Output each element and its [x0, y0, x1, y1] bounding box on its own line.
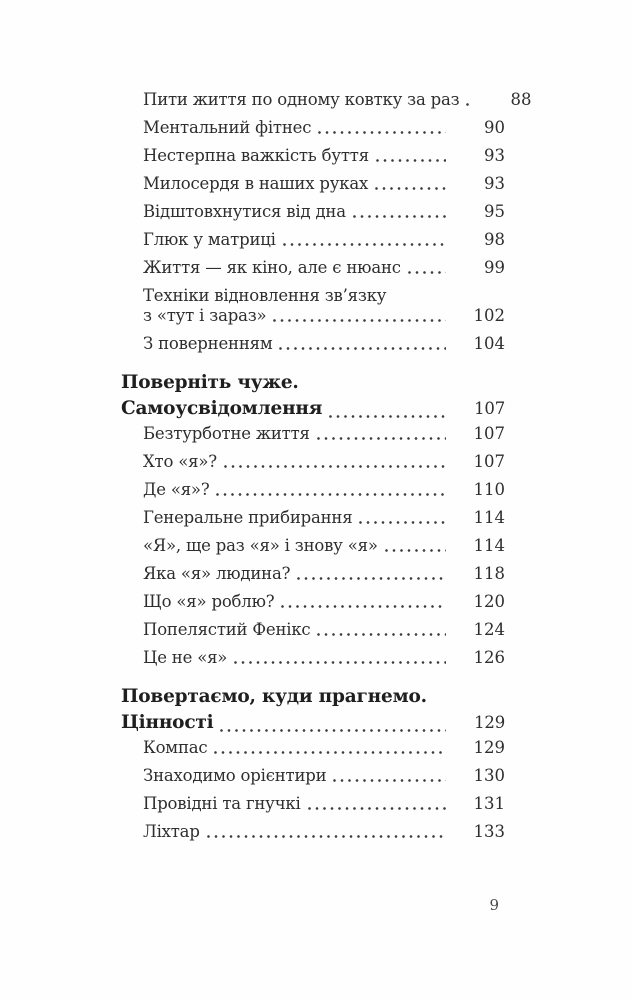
- toc-entry: [121, 766, 505, 786]
- toc-entry-title: Ментальний фітнес: [143, 118, 312, 137]
- section-heading-title: Цінності: [121, 712, 214, 733]
- toc-entry: [121, 258, 505, 278]
- toc-entry-row: [143, 536, 505, 556]
- toc-entry-row: [143, 174, 505, 194]
- toc-entry: [121, 536, 505, 556]
- dotted-leader: [408, 271, 446, 274]
- dotted-leader: [281, 605, 446, 608]
- toc-entry: [121, 334, 505, 354]
- toc-entry: [121, 118, 505, 138]
- page-number: 133: [473, 822, 505, 841]
- toc-entry-row: [143, 424, 505, 444]
- toc-entry-row: [143, 306, 505, 326]
- toc-entry-row: [143, 766, 505, 786]
- toc-entry: [121, 508, 505, 528]
- toc-entry-title: Знаходимо орієнтири: [143, 766, 327, 785]
- toc-entry: [121, 592, 505, 612]
- toc-entry-title: Хто «я»?: [143, 452, 217, 471]
- toc-entry: [121, 286, 505, 326]
- dotted-leader: [376, 159, 446, 162]
- toc-entry-row: [143, 258, 505, 278]
- page-number: 114: [473, 536, 505, 555]
- toc-entry-title: Що «я» роблю?: [143, 592, 275, 611]
- dotted-leader: [466, 103, 472, 106]
- page-number: 104: [473, 334, 505, 353]
- toc-entry-row: [143, 480, 505, 500]
- toc-entry: [121, 174, 505, 194]
- toc-entry-title: Глюк у матриці: [143, 230, 276, 249]
- toc-entry-row: [143, 118, 505, 138]
- toc-entry-title: Компас: [143, 738, 208, 757]
- toc-entry-title: Милосердя в наших руках: [143, 174, 369, 193]
- dotted-leader: [214, 751, 446, 754]
- toc-entry-title: Пити життя по одному ковтку за раз: [143, 90, 460, 109]
- page-number: 90: [484, 118, 505, 137]
- toc-entry-title: З поверненням: [143, 334, 273, 353]
- toc-entry-title-line2: з «тут і зараз»: [143, 306, 267, 325]
- toc-entry-row: [143, 230, 505, 250]
- toc-entry-row: [143, 794, 505, 814]
- toc-section: [121, 90, 532, 354]
- dotted-leader: [220, 729, 446, 732]
- toc-entry-row: [143, 508, 505, 528]
- toc-entry: [121, 452, 505, 472]
- page-number: 107: [473, 424, 505, 443]
- toc-entry: [121, 620, 505, 640]
- toc-entry: [121, 202, 505, 222]
- page-number: 102: [473, 306, 505, 325]
- section-heading-row: [121, 710, 505, 736]
- toc-entry: [121, 648, 505, 668]
- dotted-leader: [273, 319, 446, 322]
- page-number: 130: [473, 766, 505, 785]
- toc-entry-title: Безтурботне життя: [143, 424, 310, 443]
- toc-entry: [121, 90, 532, 110]
- page-number: 129: [474, 713, 505, 732]
- page-number: 114: [473, 508, 505, 527]
- page-number: 93: [484, 174, 505, 193]
- toc-entry: [121, 794, 505, 814]
- section-heading-line1: Поверніть чуже.: [121, 372, 299, 393]
- dotted-leader: [329, 415, 446, 418]
- dotted-leader: [234, 661, 446, 664]
- toc-entry-title: Нестерпна важкість буття: [143, 146, 369, 165]
- page-number: 126: [473, 648, 505, 667]
- page-number: 99: [484, 258, 505, 277]
- toc-entry-row: [143, 592, 505, 612]
- toc-entry-row: [143, 822, 505, 842]
- toc-entry-row: [143, 738, 505, 758]
- toc-entry-title: Відштовхнутися від дна: [143, 202, 346, 221]
- dotted-leader: [297, 577, 446, 580]
- toc-entry-title: Попелястий Фенікс: [143, 620, 311, 639]
- toc-entry: [121, 480, 505, 500]
- toc-entry-row: [143, 452, 505, 472]
- page-number: 107: [473, 452, 505, 471]
- toc-entry-row: [143, 90, 532, 110]
- dotted-leader: [224, 465, 446, 468]
- dotted-leader: [317, 633, 446, 636]
- page-number: 93: [484, 146, 505, 165]
- toc-entry-title: Життя — як кіно, але є нюанс: [143, 258, 401, 277]
- toc-entry: [121, 822, 505, 842]
- page-number: 98: [484, 230, 505, 249]
- page-number: 124: [473, 620, 505, 639]
- toc-entry: [121, 424, 505, 444]
- dotted-leader: [333, 779, 446, 782]
- dotted-leader: [216, 493, 446, 496]
- toc-entry-row: [143, 146, 505, 166]
- toc: [121, 90, 532, 850]
- dotted-leader: [353, 215, 446, 218]
- toc-entry-row: [143, 334, 505, 354]
- dotted-leader: [283, 243, 446, 246]
- dotted-leader: [385, 549, 446, 552]
- toc-entry-title: Провідні та гнучкі: [143, 794, 301, 813]
- toc-entry-title: «Я», ще раз «я» і знову «я»: [143, 536, 378, 555]
- page-number: 88: [510, 90, 532, 109]
- toc-entry: [121, 564, 505, 584]
- dotted-leader: [317, 437, 446, 440]
- dotted-leader: [207, 835, 446, 838]
- toc-entry-title: Ліхтар: [143, 822, 200, 841]
- folio-page-number: 9: [489, 896, 499, 914]
- toc-entry-title-line1: Техніки відновлення зв’язку: [143, 286, 387, 305]
- page-number: 110: [473, 480, 505, 499]
- page-number: 129: [473, 738, 505, 757]
- toc-entry-title: Генеральне прибирання: [143, 508, 353, 527]
- toc-section: [121, 684, 505, 842]
- page-number: 95: [484, 202, 505, 221]
- toc-entry-row: [143, 202, 505, 222]
- page-number: 120: [473, 592, 505, 611]
- toc-section: [121, 370, 505, 668]
- toc-entry-row: [143, 620, 505, 640]
- dotted-leader: [318, 131, 446, 134]
- page-number: 118: [473, 564, 505, 583]
- dotted-leader: [375, 187, 446, 190]
- toc-entry: [121, 230, 505, 250]
- dotted-leader: [279, 347, 446, 350]
- section-heading-row: [121, 396, 505, 422]
- section-heading-title: Самоусвідомлення: [121, 398, 323, 419]
- toc-entry-title: Яка «я» людина?: [143, 564, 291, 583]
- toc-entry-title: Де «я»?: [143, 480, 210, 499]
- page-number: 107: [474, 399, 505, 418]
- toc-entry-title: Це не «я»: [143, 648, 228, 667]
- toc-entry: [121, 738, 505, 758]
- page-number: 131: [473, 794, 505, 813]
- dotted-leader: [359, 521, 446, 524]
- section-heading-line1: Повертаємо, куди прагнемо.: [121, 686, 427, 707]
- toc-entry-row: [143, 648, 505, 668]
- toc-entry-row: [143, 564, 505, 584]
- dotted-leader: [308, 807, 446, 810]
- toc-entry: [121, 146, 505, 166]
